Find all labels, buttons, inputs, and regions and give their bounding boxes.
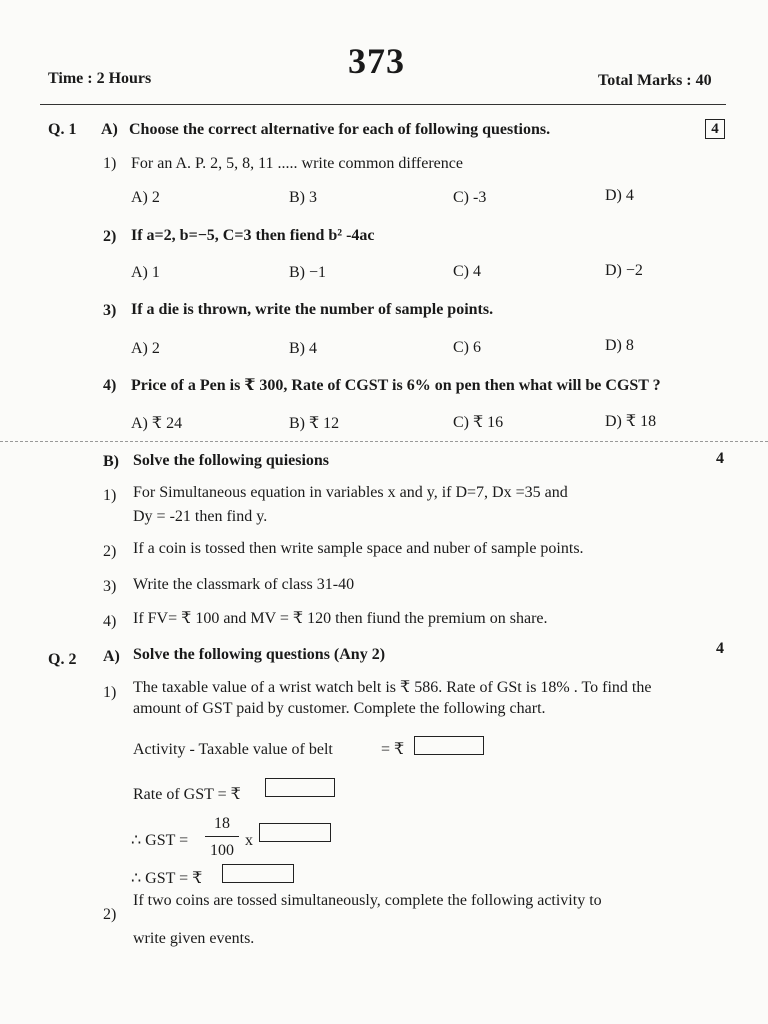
q1b-2-num: 2) [103, 543, 117, 560]
q1a-1-opt-a: A) 2 [131, 189, 160, 206]
q1a-1-num: 1) [103, 155, 117, 172]
q1a-4-text: Price of a Pen is ₹ 300, Rate of CGST is 6% on pen then what will be CGST ? [131, 377, 661, 394]
q1b-title: Solve the following quiesions [133, 452, 330, 469]
paper-code: 373 [348, 41, 405, 81]
rate-gst-label: Rate of GST = ₹ [133, 786, 241, 803]
q1b-4-text: If FV= ₹ 100 and MV = ₹ 120 then fiund the premium on share. [133, 610, 548, 627]
fraction-denominator: 100 [210, 842, 234, 859]
q1a-3-text: If a die is thrown, write the number of sample points. [131, 301, 494, 318]
q2a-1-line2: amount of GST paid by customer. Complete the following chart. [133, 700, 546, 717]
q1a-title: Choose the correct alternative for each of following questions. [129, 121, 551, 138]
q1a-2-opt-d: D) −2 [605, 262, 643, 279]
q2a-2-line2: write given events. [133, 930, 255, 947]
q1a-3-opt-b: B) 4 [289, 340, 317, 357]
q1a-1-text: For an A. P. 2, 5, 8, 11 ..... write common difference [131, 155, 463, 172]
q1a-label: A) [101, 121, 118, 138]
q2a-title: Solve the following questions (Any 2) [133, 646, 386, 663]
gst-result-box[interactable] [222, 864, 294, 883]
q1a-4-opt-d: D) ₹ 18 [605, 413, 657, 430]
q2a-2-line1: If two coins are tossed simultaneously, complete the following activity to [133, 892, 602, 909]
q1-number: Q. 1 [48, 121, 77, 138]
q2a-label: A) [103, 648, 120, 665]
fraction-bar [205, 836, 239, 837]
rate-gst-box[interactable] [265, 778, 335, 797]
q1a-2-text: If a=2, b=−5, C=3 then fiend b² -4ac [131, 227, 375, 244]
gst-result-label: ∴ GST = ₹ [131, 870, 203, 887]
q1a-1-opt-d: D) 4 [605, 187, 634, 204]
total-marks-label: Total Marks : 40 [598, 72, 712, 89]
q2a-1-line1: The taxable value of a wrist watch belt is ₹ 586. Rate of GSt is 18% . To find the [133, 679, 652, 696]
q1b-3-num: 3) [103, 578, 117, 595]
q1a-1-opt-c: C) -3 [453, 189, 487, 206]
fold-line [0, 441, 768, 442]
activity-equals: = ₹ [381, 741, 405, 758]
q1a-4-num: 4) [103, 377, 117, 394]
q1a-2-opt-b: B) −1 [289, 264, 327, 281]
q1a-4-opt-a: A) ₹ 24 [131, 415, 183, 432]
time-label: Time : 2 Hours [48, 70, 152, 87]
q1b-1-line1: For Simultaneous equation in variables x and y, if D=7, Dx =35 and [133, 484, 568, 501]
q1a-4-opt-c: C) ₹ 16 [453, 414, 504, 431]
q2a-1-num: 1) [103, 684, 117, 701]
q1b-4-num: 4) [103, 613, 117, 630]
q1a-3-opt-d: D) 8 [605, 337, 634, 354]
header-rule [40, 104, 726, 105]
q1b-3-text: Write the classmark of class 31-40 [133, 576, 355, 593]
fraction-numerator: 18 [214, 815, 230, 832]
q1a-2-opt-c: C) 4 [453, 263, 481, 280]
q1a-2-num: 2) [103, 228, 117, 245]
q1b-marks: 4 [716, 450, 724, 467]
gst-formula-label: ∴ GST = [131, 832, 189, 849]
q1a-3-opt-c: C) 6 [453, 339, 481, 356]
gst-multiplier-box[interactable] [259, 823, 331, 842]
q2a-2-num: 2) [103, 906, 117, 923]
q1a-2-opt-a: A) 1 [131, 264, 160, 281]
q1a-4-opt-b: B) ₹ 12 [289, 415, 340, 432]
q1b-1-line2: Dy = -21 then find y. [133, 508, 268, 525]
multiply-sign: x [245, 832, 253, 849]
taxable-value-box[interactable] [414, 736, 484, 755]
activity-label: Activity - Taxable value of belt [133, 741, 333, 758]
q2a-marks: 4 [716, 640, 724, 657]
q1a-3-num: 3) [103, 302, 117, 319]
q1a-marks-box: 4 [705, 119, 725, 139]
q1a-3-opt-a: A) 2 [131, 340, 160, 357]
q2-number: Q. 2 [48, 651, 77, 668]
q1b-2-text: If a coin is tossed then write sample space and nuber of sample points. [133, 540, 584, 557]
q1b-1-num: 1) [103, 487, 117, 504]
q1b-label: B) [103, 453, 119, 470]
q1a-1-opt-b: B) 3 [289, 189, 317, 206]
